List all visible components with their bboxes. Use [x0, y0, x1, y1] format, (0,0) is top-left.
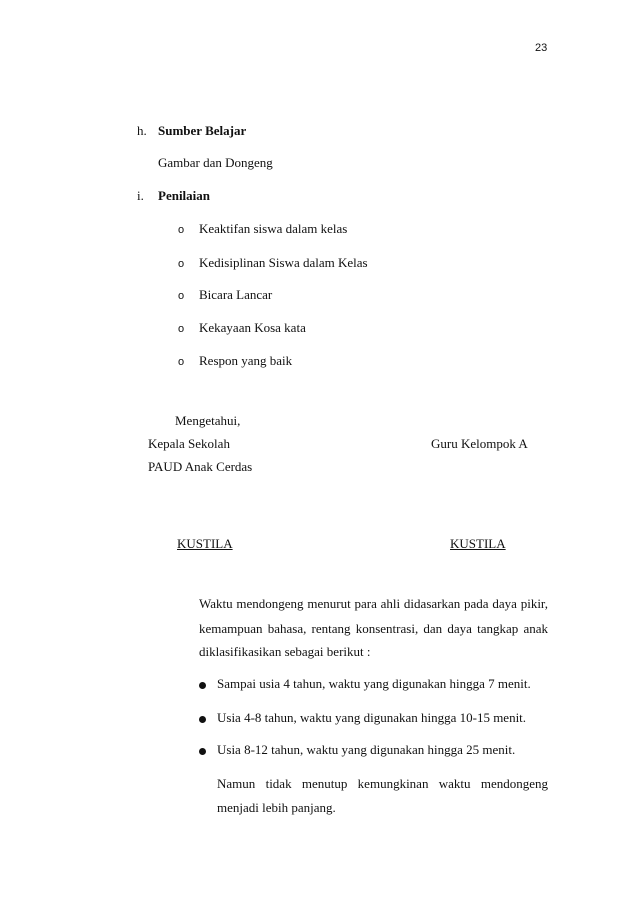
paragraph-line: kemampuan bahasa, rentang konsentrasi, dan daya tangkap anak: [199, 621, 548, 636]
bullet-item: Sampai usia 4 tahun, waktu yang digunakan hingga 7 menit.: [217, 676, 531, 691]
section-i-letter: i.: [137, 188, 144, 203]
list-item: Kekayaan Kosa kata: [199, 320, 306, 335]
section-h-letter: h.: [137, 123, 147, 138]
section-h-body: Gambar dan Dongeng: [158, 155, 273, 170]
list-item: Kedisiplinan Siswa dalam Kelas: [199, 255, 368, 270]
bullet-dot: [199, 748, 206, 755]
list-marker: o: [178, 323, 185, 335]
paragraph-line: Waktu mendongeng menurut para ahli didasarkan pada daya pikir,: [199, 596, 548, 611]
list-item: Respon yang baik: [199, 353, 293, 368]
list-marker: o: [178, 290, 185, 302]
list-item: Bicara Lancar: [199, 287, 273, 302]
list-marker: o: [178, 356, 185, 368]
right-signer-title: Guru Kelompok A: [431, 436, 528, 451]
mengetahui-label: Mengetahui,: [175, 413, 241, 428]
bullet-item: Usia 8-12 tahun, waktu yang digunakan hingga 25 menit.: [217, 742, 516, 757]
bullet-dot: [199, 682, 206, 689]
left-signer-title: Kepala Sekolah: [148, 436, 230, 451]
section-h-title: Sumber Belajar: [158, 123, 247, 138]
bullet-item: Usia 4-8 tahun, waktu yang digunakan hingga 10-15 menit.: [217, 710, 527, 725]
paragraph-line: diklasifikasikan sebagai berikut :: [199, 644, 371, 659]
list-item: Keaktifan siswa dalam kelas: [199, 221, 348, 236]
bullet-dot: [199, 716, 206, 723]
left-signer-institution: PAUD Anak Cerdas: [148, 459, 253, 474]
page-number: 23: [535, 42, 548, 54]
right-signer-name: KUSTILA: [450, 536, 506, 551]
list-marker: o: [178, 224, 185, 236]
closing-line: menjadi lebih panjang.: [217, 800, 336, 815]
left-signer-name: KUSTILA: [177, 536, 233, 551]
section-i-title: Penilaian: [158, 188, 211, 203]
list-marker: o: [178, 258, 185, 270]
closing-line: Namun tidak menutup kemungkinan waktu mendongeng: [217, 776, 548, 791]
